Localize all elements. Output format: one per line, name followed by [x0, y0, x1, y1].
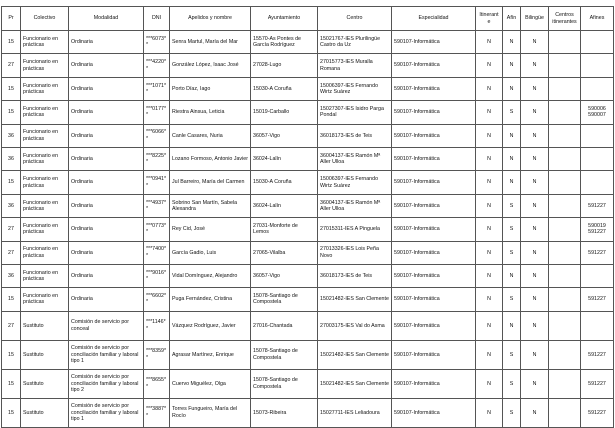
table-cell: Rey Cid, José	[170, 218, 251, 241]
table-cell: ***8655**	[144, 369, 170, 398]
table-cell: N	[521, 288, 549, 311]
header-cell: Especialidad	[392, 7, 476, 31]
table-cell: 591227	[581, 241, 614, 264]
table-cell: Ordinaria	[69, 264, 144, 287]
table-cell: 590107-Informática	[392, 398, 476, 427]
table-cell: 15021482-IES San Clemente	[318, 288, 392, 311]
table-cell: N	[521, 218, 549, 241]
table-cell	[581, 171, 614, 194]
table-cell: Sustituto	[21, 340, 69, 369]
table-cell: Ordinaria	[69, 194, 144, 217]
table-cell: Puga Fernández, Cristina	[170, 288, 251, 311]
table-cell: 15	[2, 171, 21, 194]
table-cell: N	[476, 77, 503, 100]
table-cell: Agrasar Martínez, Enrique	[170, 340, 251, 369]
table-cell: Ordinaria	[69, 241, 144, 264]
table-cell: Funcionario en prácticas	[21, 147, 69, 170]
table-row	[2, 398, 614, 427]
table-cell: Torres Fungueiro, María del Rocío	[170, 398, 251, 427]
table-cell: 27	[2, 311, 21, 340]
table-cell: 36057-Vigo	[251, 124, 318, 147]
table-cell: 591227	[581, 398, 614, 427]
table-cell: 15030-A Coruña	[251, 77, 318, 100]
table-cell: N	[476, 340, 503, 369]
table-row	[2, 31, 614, 54]
table-cell: N	[503, 264, 521, 287]
table-cell	[549, 311, 581, 340]
table-cell: N	[476, 101, 503, 124]
header-cell: Pr	[2, 7, 21, 31]
table-cell	[549, 147, 581, 170]
table-cell: 15078-Santiago de Compostela	[251, 288, 318, 311]
table-cell: García Gadio, Luis	[170, 241, 251, 264]
table-cell: 15078-Santiago de Compostela	[251, 340, 318, 369]
table-cell: ***6073**	[144, 31, 170, 54]
table-cell: Jul Barreiro, María del Carmen	[170, 171, 251, 194]
header-cell: Modalidad	[69, 7, 144, 31]
table-cell: 15021767-IES Plurilingüe Castro da Uz	[318, 31, 392, 54]
table-cell: 15019-Carballo	[251, 101, 318, 124]
table-cell: 27013326-IES Lois Peña Novo	[318, 241, 392, 264]
table-cell: N	[476, 147, 503, 170]
table-cell	[581, 264, 614, 287]
table-cell: González López, Isaac José	[170, 54, 251, 77]
table-cell: 15021482-IES San Clemente	[318, 340, 392, 369]
table-cell: S	[503, 398, 521, 427]
header-cell: Itinerante	[476, 7, 503, 31]
table-cell: 27016-Chantada	[251, 311, 318, 340]
table-cell: N	[521, 241, 549, 264]
header-cell: Afín	[503, 7, 521, 31]
table-cell: Cuervo Miguélez, Olga	[170, 369, 251, 398]
table-cell: Comisión de servicio por conciliación familiar y laboral tipo 1	[69, 340, 144, 369]
table-cell: Funcionario en prácticas	[21, 288, 69, 311]
table-row	[2, 147, 614, 170]
table-cell: 590107-Informática	[392, 171, 476, 194]
table-cell: 590107-Informática	[392, 101, 476, 124]
table-cell: ***6602**	[144, 288, 170, 311]
table-cell: 36004137-IES Ramón Mª Aller Ulloa	[318, 147, 392, 170]
table-cell: N	[476, 124, 503, 147]
table-cell: Ordinaria	[69, 147, 144, 170]
table-cell: 590107-Informática	[392, 77, 476, 100]
table-cell: 590006 590007	[581, 101, 614, 124]
table-cell: N	[503, 31, 521, 54]
table-cell: 15	[2, 31, 21, 54]
table-cell: N	[476, 288, 503, 311]
table-cell: Ordinaria	[69, 124, 144, 147]
table-cell: N	[476, 31, 503, 54]
header-cell: DNI	[144, 7, 170, 31]
table-cell: ***0941**	[144, 171, 170, 194]
table-cell: Ordinaria	[69, 54, 144, 77]
table-cell: Funcionario en prácticas	[21, 241, 69, 264]
table-cell: Ordinaria	[69, 218, 144, 241]
table-cell: ***7400**	[144, 241, 170, 264]
table-cell: ***1146**	[144, 311, 170, 340]
table-cell: Funcionario en prácticas	[21, 194, 69, 217]
table-cell: 590107-Informática	[392, 31, 476, 54]
table-cell	[549, 264, 581, 287]
table-cell: 27031-Monforte de Lemos	[251, 218, 318, 241]
table-cell: Ordinaria	[69, 171, 144, 194]
table-cell: N	[521, 101, 549, 124]
table-cell: 36018173-IES de Teis	[318, 124, 392, 147]
table-cell: N	[521, 77, 549, 100]
table-cell: N	[521, 171, 549, 194]
table-cell: ***3887**	[144, 398, 170, 427]
table-cell: ***1071**	[144, 77, 170, 100]
table-cell	[549, 124, 581, 147]
table-cell: N	[521, 147, 549, 170]
table-cell: Senra Martul, María del Mar	[170, 31, 251, 54]
table-cell: 27015311-IES A Pinguela	[318, 218, 392, 241]
table-cell: 15073-Ribeira	[251, 398, 318, 427]
table-cell: 591227	[581, 194, 614, 217]
table-cell: S	[503, 369, 521, 398]
table-cell: ***0773**	[144, 218, 170, 241]
table-cell: 36004137-IES Ramón Mª Aller Ulloa	[318, 194, 392, 217]
table-cell: 590107-Informática	[392, 147, 476, 170]
table-cell: N	[476, 241, 503, 264]
table-cell: 27003175-IES Val do Asma	[318, 311, 392, 340]
table-cell	[549, 398, 581, 427]
table-cell: N	[521, 311, 549, 340]
table-cell: S	[503, 101, 521, 124]
table-cell: 590107-Informática	[392, 194, 476, 217]
header-cell: Apelidos y nombre	[170, 7, 251, 31]
table-row	[2, 369, 614, 398]
table-cell: Funcionario en prácticas	[21, 101, 69, 124]
table-cell: Funcionario en prácticas	[21, 264, 69, 287]
table-cell: 591227	[581, 288, 614, 311]
table-cell: N	[476, 194, 503, 217]
table-cell: Riestra Ainsua, Leticia	[170, 101, 251, 124]
table-cell: Canle Casares, Nuria	[170, 124, 251, 147]
table-cell: N	[521, 194, 549, 217]
table-cell: 36	[2, 264, 21, 287]
table-cell: Vidal Domínguez, Alejandro	[170, 264, 251, 287]
table-cell: 36018173-IES de Teis	[318, 264, 392, 287]
table-cell: 590107-Informática	[392, 241, 476, 264]
header-cell: Ayuntamiento	[251, 7, 318, 31]
table-cell: Funcionario en prácticas	[21, 124, 69, 147]
table-row	[2, 54, 614, 77]
table-cell: 591227	[581, 369, 614, 398]
table-cell: Funcionario en prácticas	[21, 77, 69, 100]
table-cell: Sustituto	[21, 398, 69, 427]
table-cell	[549, 288, 581, 311]
table-cell: Ordinaria	[69, 101, 144, 124]
table-cell	[549, 77, 581, 100]
table-row	[2, 311, 614, 340]
table-cell: N	[503, 171, 521, 194]
header-cell: Colectivo	[21, 7, 69, 31]
table-cell: N	[503, 77, 521, 100]
table-cell: Ordinaria	[69, 77, 144, 100]
table-cell: N	[521, 369, 549, 398]
table-cell: ***8359**	[144, 340, 170, 369]
assignments-table	[1, 6, 614, 428]
table-cell: 27065-Vilalba	[251, 241, 318, 264]
table-cell: 15006397-IES Fernando Wirtz Suárez	[318, 77, 392, 100]
table-cell: 27	[2, 241, 21, 264]
table-body	[2, 31, 614, 428]
table-cell: S	[503, 241, 521, 264]
table-cell: 590107-Informática	[392, 218, 476, 241]
table-cell: Ordinaria	[69, 31, 144, 54]
table-cell: N	[476, 54, 503, 77]
table-cell: N	[521, 340, 549, 369]
table-cell: 15	[2, 288, 21, 311]
table-header-row	[2, 7, 614, 31]
table-cell: Lozano Formoso, Antonio Javier	[170, 147, 251, 170]
table-cell: 590107-Informática	[392, 124, 476, 147]
table-cell	[581, 31, 614, 54]
table-cell: 590107-Informática	[392, 54, 476, 77]
table-cell: 15	[2, 369, 21, 398]
table-cell: 36	[2, 147, 21, 170]
table-cell: ***6066**	[144, 124, 170, 147]
table-cell: 590107-Informática	[392, 288, 476, 311]
table-cell: N	[521, 398, 549, 427]
table-cell: ***8225**	[144, 147, 170, 170]
table-cell: N	[503, 147, 521, 170]
table-cell: ***4937**	[144, 194, 170, 217]
table-row	[2, 241, 614, 264]
table-cell: 36024-Lalín	[251, 147, 318, 170]
table-cell: N	[503, 311, 521, 340]
table-row	[2, 264, 614, 287]
table-cell: 590107-Informática	[392, 369, 476, 398]
table-cell: 15	[2, 77, 21, 100]
table-cell: 27015773-IES Muralla Romana	[318, 54, 392, 77]
table-cell: 27028-Lugo	[251, 54, 318, 77]
table-cell: 15027711-IES Leliadoura	[318, 398, 392, 427]
table-cell	[581, 77, 614, 100]
table-cell: ***4220**	[144, 54, 170, 77]
table-cell: Funcionario en prácticas	[21, 54, 69, 77]
table-cell: 36024-Lalín	[251, 194, 318, 217]
header-cell: Afines	[581, 7, 614, 31]
table-cell: 36	[2, 124, 21, 147]
table-cell: S	[503, 288, 521, 311]
table-cell	[581, 147, 614, 170]
table-cell: N	[476, 171, 503, 194]
table-cell	[549, 194, 581, 217]
table-cell	[549, 340, 581, 369]
table-cell	[549, 218, 581, 241]
table-cell	[549, 369, 581, 398]
table-cell: 36	[2, 194, 21, 217]
table-cell: 27	[2, 54, 21, 77]
table-cell: N	[476, 218, 503, 241]
table-cell: 15006397-IES Fernando Wirtz Suárez	[318, 171, 392, 194]
table-cell: Funcionario en prácticas	[21, 31, 69, 54]
table-cell: 36057-Vigo	[251, 264, 318, 287]
table-cell: 15078-Santiago de Compostela	[251, 369, 318, 398]
table-cell: 590107-Informática	[392, 340, 476, 369]
table-cell: N	[521, 264, 549, 287]
table-cell: Vázquez Rodríguez, Javier	[170, 311, 251, 340]
table-cell: ***9016**	[144, 264, 170, 287]
header-cell: Bilingüe	[521, 7, 549, 31]
table-cell	[581, 54, 614, 77]
table-cell: ***0177**	[144, 101, 170, 124]
table-cell: S	[503, 218, 521, 241]
table-cell	[549, 31, 581, 54]
table-cell: 590019 591227	[581, 218, 614, 241]
table-row	[2, 218, 614, 241]
table-cell	[581, 311, 614, 340]
table-cell	[549, 101, 581, 124]
table-cell: N	[503, 54, 521, 77]
table-cell: Funcionario en prácticas	[21, 171, 69, 194]
table-row	[2, 77, 614, 100]
table-cell: Porto Díaz, Iago	[170, 77, 251, 100]
table-cell: 15	[2, 398, 21, 427]
table-cell: 590107-Informática	[392, 311, 476, 340]
table-cell: 15	[2, 340, 21, 369]
table-cell: 591227	[581, 340, 614, 369]
table-cell: 15021482-IES San Clemente	[318, 369, 392, 398]
table-cell: Sustituto	[21, 311, 69, 340]
table-row	[2, 288, 614, 311]
table-cell: Sobrino San Martín, Sabela Alexandra	[170, 194, 251, 217]
table-cell: N	[476, 311, 503, 340]
table-cell: Sustituto	[21, 369, 69, 398]
table-cell: N	[503, 124, 521, 147]
table-cell: Comisión de servicio por conceal	[69, 311, 144, 340]
header-cell: Centros itinerantes	[549, 7, 581, 31]
table-cell: N	[521, 54, 549, 77]
table-cell: S	[503, 194, 521, 217]
header-cell: Centro	[318, 7, 392, 31]
table-cell: N	[476, 264, 503, 287]
table-row	[2, 340, 614, 369]
table-cell: Funcionario en prácticas	[21, 218, 69, 241]
table-row	[2, 101, 614, 124]
table-cell: 15570-As Pontes de García Rodríguez	[251, 31, 318, 54]
table-cell	[549, 241, 581, 264]
table-row	[2, 124, 614, 147]
table-row	[2, 194, 614, 217]
table-cell: N	[521, 124, 549, 147]
table-cell: N	[521, 31, 549, 54]
table-cell: Comisión de servicio por conciliación familiar y laboral tipo 2	[69, 369, 144, 398]
table-cell: 15	[2, 101, 21, 124]
table-cell: N	[476, 369, 503, 398]
table-cell	[549, 171, 581, 194]
table-cell: 590107-Informática	[392, 264, 476, 287]
table-cell: Comisión de servicio por conciliación familiar y laboral tipo 1	[69, 398, 144, 427]
table-cell	[581, 124, 614, 147]
table-cell: Ordinaria	[69, 288, 144, 311]
table-cell: 15030-A Coruña	[251, 171, 318, 194]
table-cell: S	[503, 340, 521, 369]
table-row	[2, 171, 614, 194]
table-cell: 15027307-IES Isidro Parga Pondal	[318, 101, 392, 124]
table-cell	[549, 54, 581, 77]
table-cell: N	[476, 398, 503, 427]
table-cell: 27	[2, 218, 21, 241]
